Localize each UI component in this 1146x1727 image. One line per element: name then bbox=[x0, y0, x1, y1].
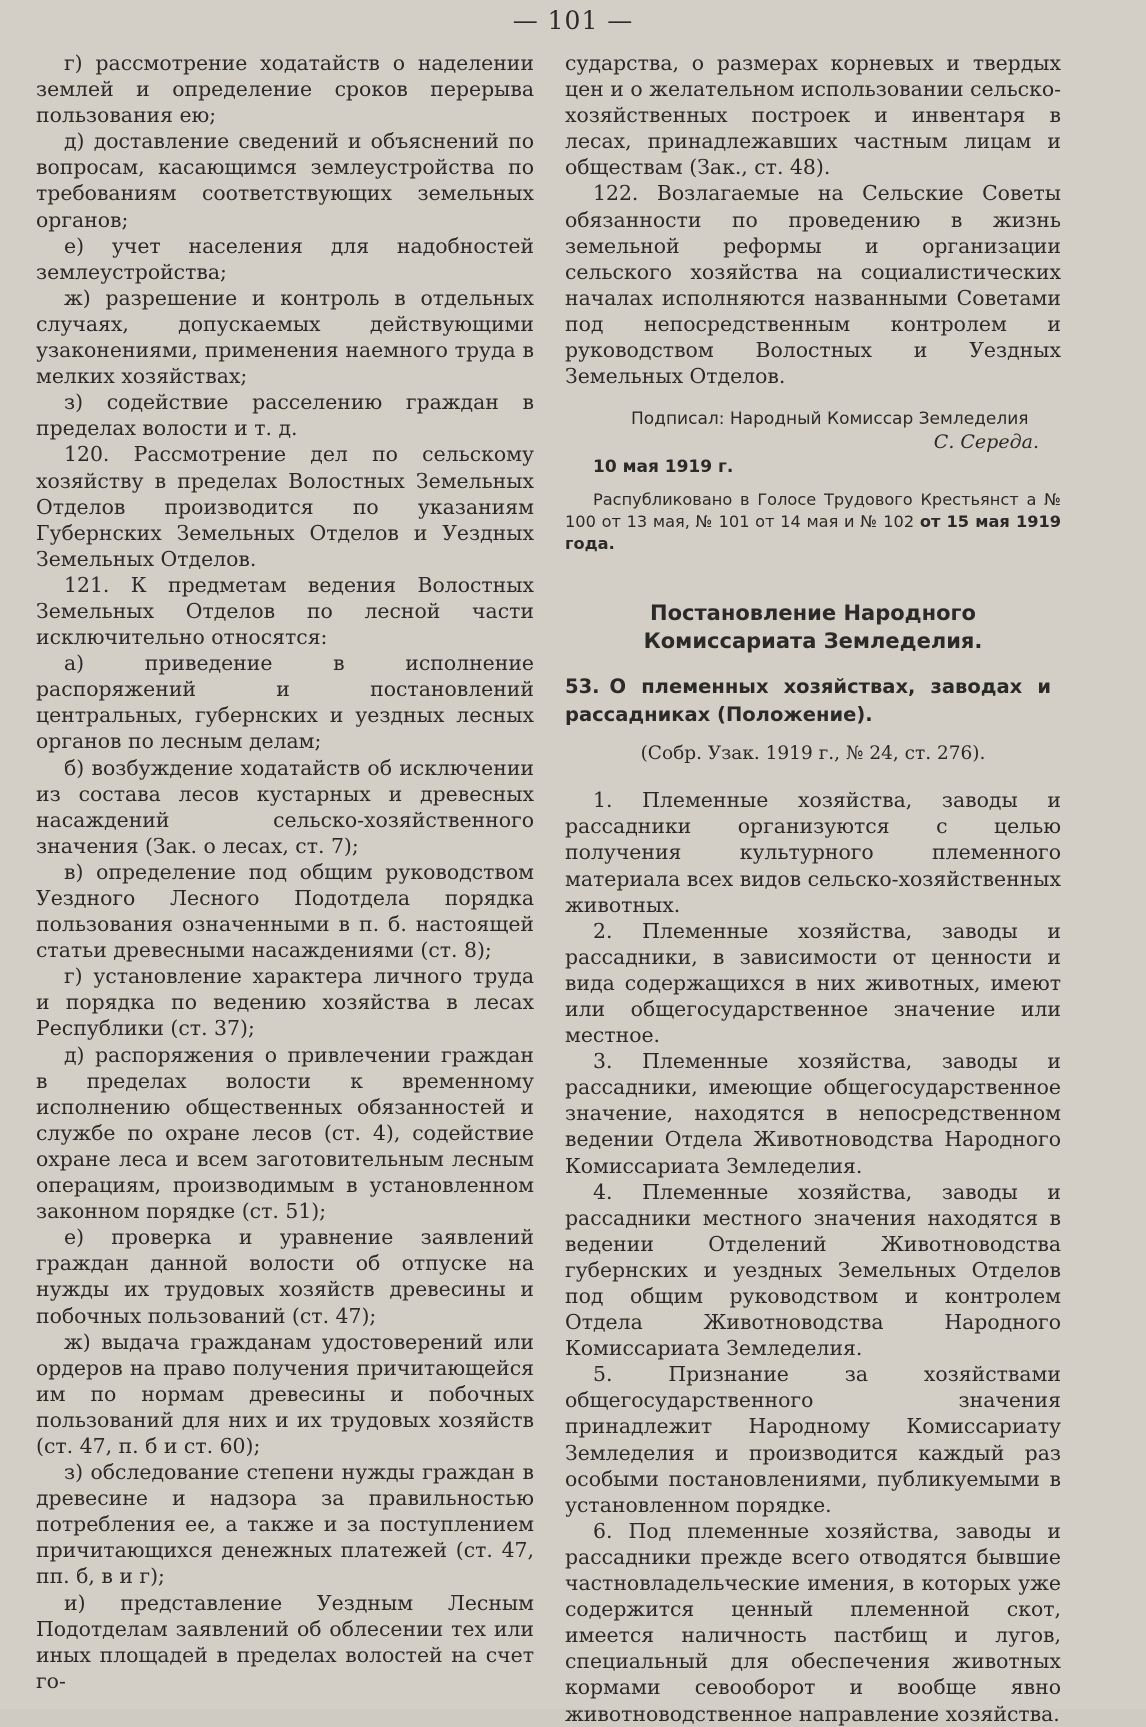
item-title-text: О племенных хозяйствах, заводах и рассадниках (Положение). bbox=[565, 675, 1051, 727]
paragraph: д) доставление сведений и объяснений по вопросам, касающимся землеустройства по требованиям соответствующих земельных органов; bbox=[36, 129, 534, 232]
point-1: 1. Племенные хозяйства, заводы и рассадники организуются с целью получения культурного племенного материала всех видов сельско-хозяйственных животных. bbox=[565, 788, 1061, 917]
paragraph: г) установление характера личного труда и порядка по ведению хозяйства в лесах Республики (ст. 37); bbox=[36, 964, 534, 1041]
right-column bbox=[565, 50, 1061, 1727]
publication-note-end: от 15 мая 1919 года. bbox=[565, 512, 1061, 554]
signed-by: Подписал: Народный Комиссар Земледелия bbox=[631, 409, 1029, 430]
source-reference: (Собр. Узак. 1919 г., № 24, ст. 276). bbox=[640, 743, 986, 765]
paragraph: и) представление Уездным Лесным Подотделам заявлений об облесении тех или иных площадей в пределах волостей на счет го- bbox=[36, 1590, 534, 1693]
signing-date: 10 мая 1919 г. bbox=[593, 457, 734, 478]
section-title: Постановление Народного Комиссариата Земледелия. bbox=[643, 601, 983, 654]
publication-note-main: Распубликовано в Голосе Трудового Крестьянст а № 100 от 13 мая, № 101 от 14 мая и № 102 bbox=[565, 490, 1061, 532]
article-120: 120. Рассмотрение дел по сельскому хозяйству в пределах Волостных Земельных Отделов производится по указаниям Губернских Земельных Отделов и Уездных Земельных Отделов. bbox=[36, 442, 534, 571]
paragraph: з) содействие расселению граждан в пределах волости и т. д. bbox=[36, 390, 534, 441]
article-122: 122. Возлагаемые на Сельские Советы обязанности по проведению в жизнь земельной реформы и организации сельского хозяйства на социалистических началах исполняются названными Советами под непосредственным контролем и руководством Волостных и Уездных Земельных Отделов. bbox=[565, 181, 1061, 389]
paragraph: е) проверка и уравнение заявлений граждан данной волости об отпуске на нужды их трудовых хозяйств древесины и побочных пользований (ст. 47); bbox=[36, 1225, 534, 1328]
item-title bbox=[565, 673, 1061, 729]
paragraph: д) распоряжения о привлечении граждан в пределах волости к временному исполнению общественных обязанностей и службе по охране лесов (ст. 4), содействие охране леса и всем заготовительным лесным операциям, производимым в установленном законном порядке (ст. 51); bbox=[36, 1042, 534, 1224]
point-5: 5. Признание за хозяйствами общегосударственного значения принадлежит Народному Комиссариату Земледелия и производится каждый раз особыми постановлениями, публикуемыми в установленном порядке. bbox=[565, 1362, 1061, 1517]
left-column bbox=[36, 50, 534, 1694]
paragraph: б) возбуждение ходатайств об исключении из состава лесов кустарных и древесных насаждений сельско-хозяйственного значения (Зак. о лесах, ст. 7); bbox=[36, 755, 534, 858]
signer-name: С. Середа. bbox=[933, 431, 1039, 454]
paragraph: ж) разрешение и контроль в отдельных случаях, допускаемых действующими узаконениями, применения наемного труда в мелких хозяйствах; bbox=[36, 285, 534, 389]
paragraph: в) определение под общим руководством Уездного Лесного Подотдела порядка пользования означенными в п. б. настоящей статьи древесными насаждениями (ст. 8); bbox=[36, 859, 534, 963]
page-number: — 101 — bbox=[512, 6, 634, 35]
paragraph: е) учет населения для надобностей землеустройства; bbox=[36, 233, 534, 284]
article-121: 121. К предметам ведения Волостных Земельных Отделов по лесной части исключительно относятся: bbox=[36, 572, 534, 650]
point-2: 2. Племенные хозяйства, заводы и рассадники, в зависимости от ценности и вида содержащихся в них животных, имеют или общегосударственное значение или местное. bbox=[565, 918, 1061, 1048]
paragraph: а) приведение в исполнение распоряжений и постановлений центральных, губернских и уездных лесных органов по лесным делам; bbox=[36, 651, 534, 754]
item-number: 53. bbox=[565, 675, 600, 699]
paragraph: ж) выдача гражданам удостоверений или ордеров на право получения причитающейся им по нормам древесины и побочных пользований для них и их трудовых хозяйств (ст. 47, п. б и ст. 60); bbox=[36, 1329, 534, 1458]
point-3: 3. Племенные хозяйства, заводы и рассадники, имеющие общегосударственное значение, находятся в непосредственном ведении Отдела Животноводства Народного Комиссариата Земледелия. bbox=[565, 1049, 1061, 1178]
paragraph: з) обследование степени нужды граждан в древесине и надзора за правильностью потребления ее, а также и за поступлением причитающихся денежных платежей (ст. 47, пп. б, в и г); bbox=[36, 1460, 534, 1589]
point-6: 6. Под племенные хозяйства, заводы и рассадники прежде всего отводятся бывшие частновладельческие имения, в которых уже содержится ценный племенной скот, имеется наличность пастбищ и лугов, специальный для обеспечения животных кормами севооборот и вообще явно животноводственное направление хозяйства. bbox=[565, 1518, 1061, 1726]
continuation-text: сударства, о размерах корневых и твердых цен и о желательном использовании сельско-хозяйственных построек и инвентаря в лесах, принадлежавших частным лицам и обществам (Зак., ст. 48). bbox=[565, 51, 1061, 180]
publication-note bbox=[565, 489, 1061, 555]
paragraph: г) рассмотрение ходатайств о наделении землей и определение сроков перерыва пользования ею; bbox=[36, 51, 534, 128]
point-4: 4. Племенные хозяйства, заводы и рассадники местного значения находятся в ведении Отделений Животноводства губернских и уездных Земельных Отделов под общим руководством и контролем Отдела Животноводства Народного Комиссариата Земледелия. bbox=[565, 1179, 1061, 1361]
